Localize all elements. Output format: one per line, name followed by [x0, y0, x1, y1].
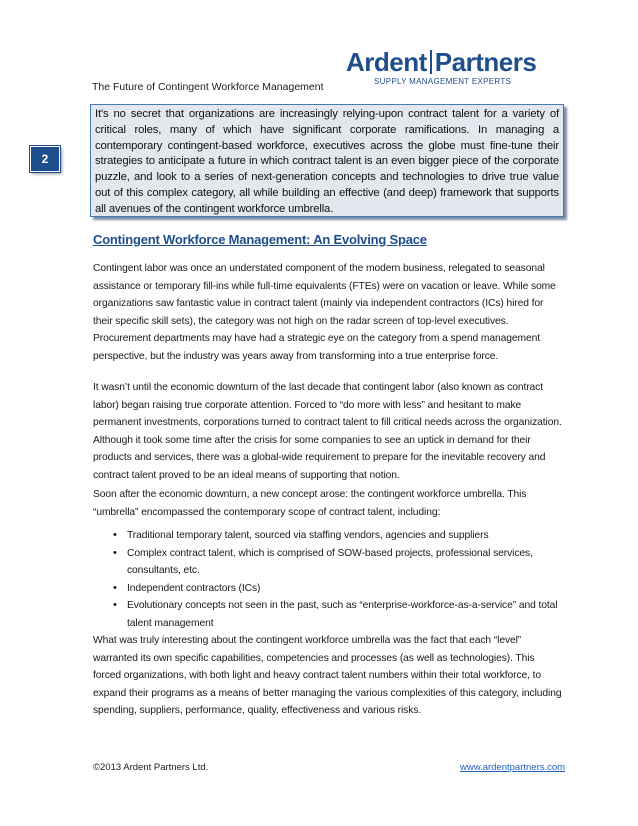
- list-item: • Complex contract talent, which is comprised of SOW-based projects, professional services, consultants, etc.: [93, 545, 563, 580]
- page-number-badge: 2: [30, 146, 60, 172]
- logo-divider: [430, 50, 432, 74]
- footer-website-link[interactable]: www.ardentpartners.com: [460, 762, 566, 773]
- section-heading: Contingent Workforce Management: An Evolving Space: [93, 232, 427, 247]
- paragraph-1: Contingent labor was once an understated component of the modern business, relegated to seasonal assistance or temporary fill-ins while full-time equivalents (FTEs) were on vacation or leave. While some organizations saw fantastic value in contract talent (mainly via independent contractors (ICs) hired for their specific skill sets), the category was not high on the radar screen of top-level executives. Procurement departments may have had a strategic eye on the category from a spend management perspective, but the industry was years away from transforming into a true enterprise force.: [93, 263, 556, 362]
- logo-tagline: SUPPLY MANAGEMENT EXPERTS: [374, 77, 512, 86]
- paragraph-4: What was truly interesting about the contingent workforce umbrella was the fact that each “level” warranted its own specific capabilities, competencies and processes (as well as technologies). This forced organizations, with both light and heavy contract talent numbers within their total workforce, to expand their programs as a means of better managing the various complexities of this category, including spending, suppliers, performance, quality, effectiveness and various risks.: [93, 635, 562, 716]
- paragraph-2: It wasn’t until the economic downturn of the last decade that contingent labor (also known as contract labor) began raising true corporate attention. Forced to “do more with less” and hesitant to make permanent investments, corporations turned to contract talent to fill critical needs across the organization. Although it took some time after the crisis for some companies to see an uptick in demand for their products and services, there was a global-wide requirement to prepare for the inevitable recovery and contract talent proved to be an ideal means of supporting that notion.: [93, 382, 562, 481]
- document-header-title: The Future of Contingent Workforce Management: [92, 81, 324, 93]
- logo-wordmark: [346, 48, 556, 76]
- list-item: • Independent contractors (ICs): [93, 580, 563, 598]
- list-item: • Traditional temporary talent, sourced via staffing vendors, agencies and suppliers: [93, 527, 563, 545]
- intro-callout-box: It's no secret that organizations are increasingly relying-upon contract talent for a variety of critical roles, many of which have significant corporate ramifications. In managing a contemporary contingent-based workforce, executives across the globe must fine-tune their strategies to anticipate a future in which contract talent is an even bigger piece of the corporate puzzle, and look to a series of next-generation concepts and technologies to drive true value out of this complex category, all while building an effective (and deep) framework that supports all avenues of the contingent workforce umbrella.: [90, 104, 564, 217]
- bullet-list: [93, 527, 563, 632]
- logo-word-right: Partners: [434, 47, 537, 77]
- footer-copyright: ©2013 Ardent Partners Ltd.: [93, 762, 209, 773]
- logo-word-left: Ardent: [346, 47, 427, 77]
- paragraph-3: Soon after the economic downturn, a new concept arose: the contingent workforce umbrella. This “umbrella” encompassed the contemporary scope of contract talent, including:: [93, 489, 527, 518]
- list-item: • Evolutionary concepts not seen in the past, such as “enterprise-workforce-as-a-service” and total talent management: [93, 597, 563, 632]
- ardent-partners-logo: [346, 48, 556, 93]
